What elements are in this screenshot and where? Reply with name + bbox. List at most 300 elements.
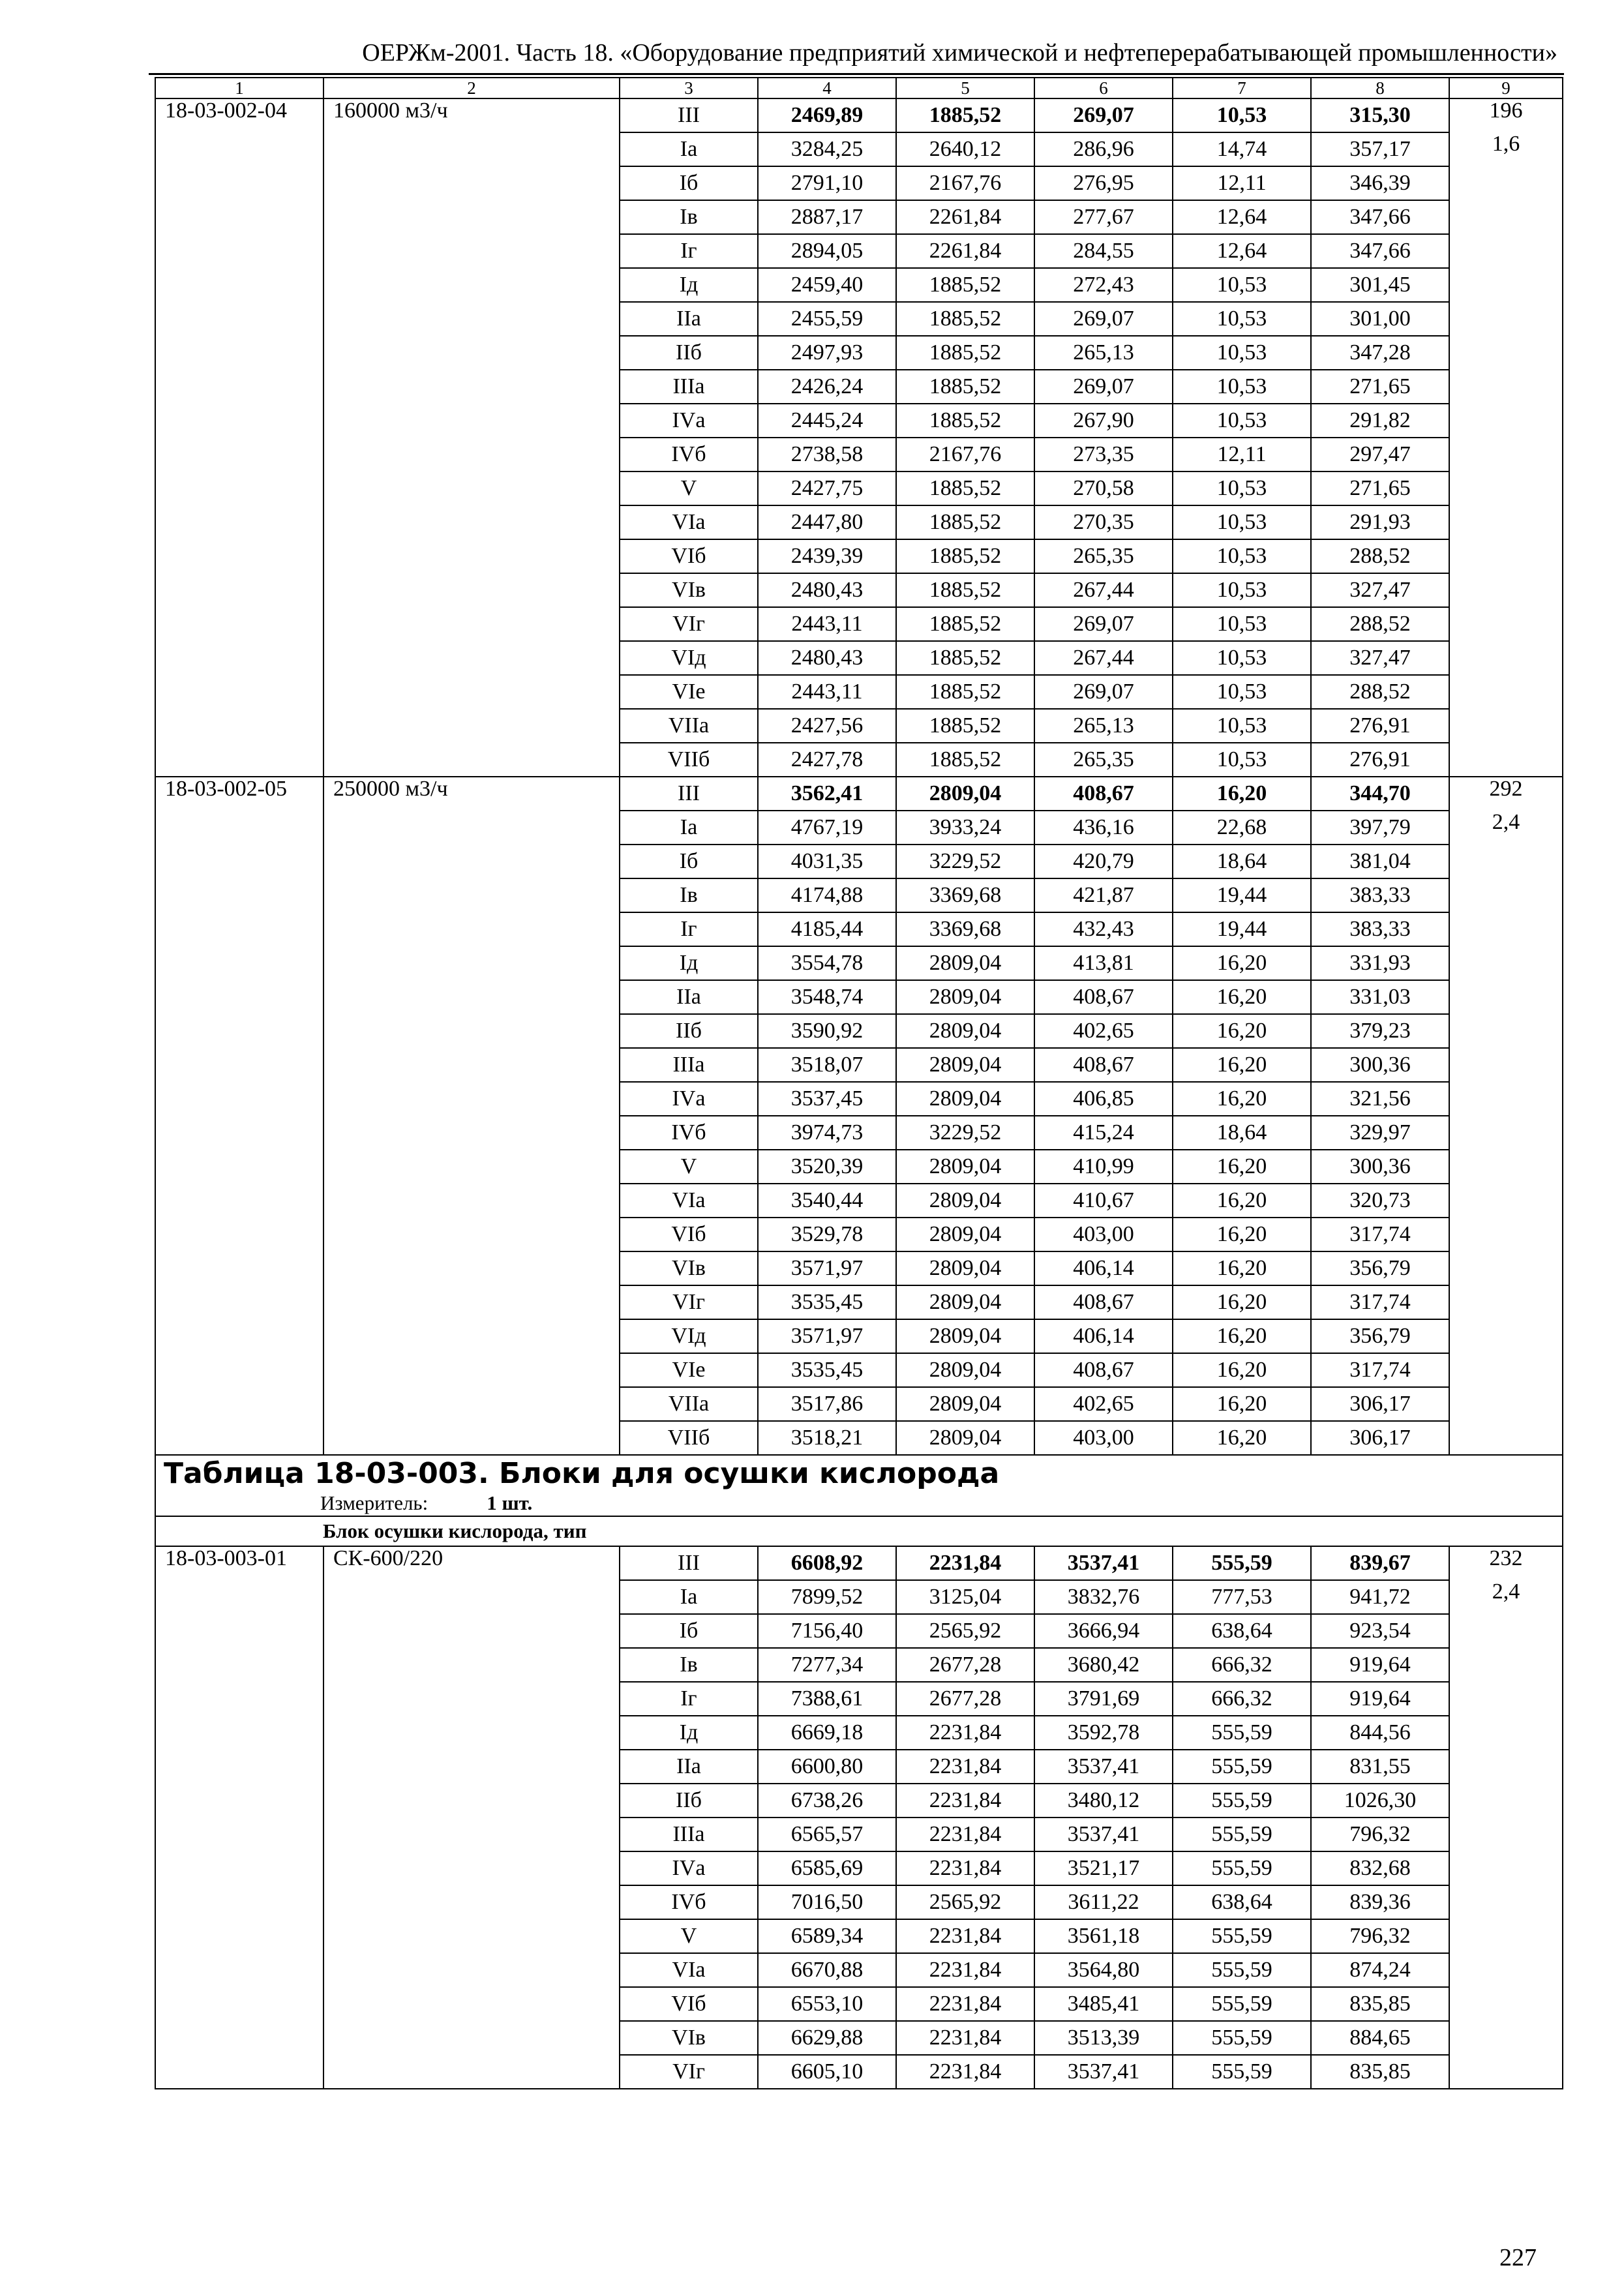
page-number: 227 [1499,2244,1537,2271]
value-cell: 3540,44 [758,1184,896,1218]
col9-cell: 2,4 [1449,811,1563,845]
col9-cell [1449,1048,1563,1082]
value-cell: 4767,19 [758,811,896,845]
zone-cell: Iв [620,878,758,912]
row-name [323,268,620,302]
value-cell: 7899,52 [758,1580,896,1614]
value-cell: 7388,61 [758,1682,896,1716]
table-row [155,675,1563,709]
value-cell: 19,44 [1173,878,1311,912]
value-cell: 288,52 [1311,607,1449,641]
value-cell: 6669,18 [758,1716,896,1750]
value-cell: 2480,43 [758,641,896,675]
value-cell: 297,47 [1311,438,1449,471]
value-cell: 383,33 [1311,878,1449,912]
value-cell: 2231,84 [896,1784,1034,1818]
table-row [155,641,1563,675]
row-name [323,438,620,471]
table-row [155,370,1563,404]
table-row [155,1885,1563,1919]
table-row [155,1421,1563,1455]
zone-cell: IVб [620,1116,758,1150]
value-cell: 3680,42 [1034,1648,1173,1682]
table-row [155,1150,1563,1184]
row-name: 250000 м3/ч [323,777,620,811]
table-18-03-002-body [155,78,1563,1455]
value-cell: 884,65 [1311,2021,1449,2055]
row-code [155,539,323,573]
column-number: 2 [323,78,620,98]
row-name [323,1784,620,1818]
value-cell: 277,67 [1034,200,1173,234]
value-cell: 276,91 [1311,709,1449,743]
col9-cell [1449,1716,1563,1750]
table-row [155,1387,1563,1421]
table-row [155,777,1563,811]
value-cell: 10,53 [1173,268,1311,302]
value-cell: 2809,04 [896,1150,1034,1184]
table-row [155,980,1563,1014]
value-cell: 6608,92 [758,1546,896,1580]
row-code [155,1082,323,1116]
value-cell: 288,52 [1311,675,1449,709]
value-cell: 3554,78 [758,946,896,980]
row-code [155,1716,323,1750]
value-cell: 267,90 [1034,404,1173,438]
value-cell: 14,74 [1173,132,1311,166]
value-cell: 3537,45 [758,1082,896,1116]
table-row [155,1750,1563,1784]
zone-cell: IIа [620,302,758,336]
value-cell: 919,64 [1311,1648,1449,1682]
value-cell: 273,35 [1034,438,1173,471]
value-cell: 413,81 [1034,946,1173,980]
value-cell: 317,74 [1311,1353,1449,1387]
value-cell: 638,64 [1173,1885,1311,1919]
table-row [155,438,1563,471]
zone-cell: VIд [620,1319,758,1353]
row-name [323,607,620,641]
value-cell: 4185,44 [758,912,896,946]
zone-cell: VIв [620,573,758,607]
value-cell: 2427,75 [758,471,896,505]
value-cell: 1885,52 [896,641,1034,675]
value-cell: 555,59 [1173,1716,1311,1750]
col9-cell [1449,1218,1563,1251]
value-cell: 2809,04 [896,946,1034,980]
row-name [323,1851,620,1885]
value-cell: 3535,45 [758,1353,896,1387]
value-cell: 7016,50 [758,1885,896,1919]
value-cell: 315,30 [1311,98,1449,132]
col9-cell [1449,2021,1563,2055]
value-cell: 3666,94 [1034,1614,1173,1648]
row-code [155,471,323,505]
table-row [155,2021,1563,2055]
column-number-row [155,78,1563,98]
zone-cell: VIа [620,505,758,539]
value-cell: 379,23 [1311,1014,1449,1048]
value-cell: 3537,41 [1034,1818,1173,1851]
zone-cell: III [620,98,758,132]
col9-cell [1449,573,1563,607]
row-name [323,200,620,234]
col9-cell [1449,1919,1563,1953]
value-cell: 265,13 [1034,336,1173,370]
value-cell: 3562,41 [758,777,896,811]
col9-cell [1449,912,1563,946]
col9-cell: 232 [1449,1546,1563,1580]
value-cell: 12,64 [1173,234,1311,268]
value-cell: 3517,86 [758,1387,896,1421]
row-name: СК-600/220 [323,1546,620,1580]
row-code [155,1218,323,1251]
value-cell: 267,44 [1034,641,1173,675]
zone-cell: Iб [620,166,758,200]
value-cell: 2738,58 [758,438,896,471]
column-number: 1 [155,78,323,98]
value-cell: 10,53 [1173,675,1311,709]
table-row [155,505,1563,539]
value-cell: 402,65 [1034,1387,1173,1421]
zone-cell: VIд [620,641,758,675]
value-cell: 3564,80 [1034,1953,1173,1987]
row-code [155,336,323,370]
row-name [323,505,620,539]
row-name [323,1716,620,1750]
zone-cell: VIе [620,1353,758,1387]
value-cell: 923,54 [1311,1614,1449,1648]
zone-cell: III [620,777,758,811]
col9-cell [1449,1387,1563,1421]
value-cell: 555,59 [1173,2021,1311,2055]
zone-cell: VIг [620,607,758,641]
column-number: 8 [1311,78,1449,98]
zone-cell: IVа [620,1082,758,1116]
value-cell: 270,58 [1034,471,1173,505]
col9-cell [1449,845,1563,878]
zone-cell: Iд [620,946,758,980]
row-code [155,1784,323,1818]
row-name [323,1116,620,1150]
value-cell: 874,24 [1311,1953,1449,1987]
table-row [155,1184,1563,1218]
col9-cell [1449,1885,1563,1919]
col9-cell [1449,675,1563,709]
row-code [155,1987,323,2021]
value-cell: 2809,04 [896,1082,1034,1116]
col9-cell [1449,166,1563,200]
value-cell: 3561,18 [1034,1919,1173,1953]
value-cell: 2677,28 [896,1682,1034,1716]
value-cell: 10,53 [1173,404,1311,438]
value-cell: 269,07 [1034,370,1173,404]
row-name [323,336,620,370]
measure-label: Измеритель: [320,1491,429,1514]
zone-cell: Iа [620,132,758,166]
value-cell: 300,36 [1311,1150,1449,1184]
row-name [323,1648,620,1682]
value-cell: 835,85 [1311,1987,1449,2021]
value-cell: 1885,52 [896,98,1034,132]
row-code [155,1319,323,1353]
table-row [155,1319,1563,1353]
table-row [155,1353,1563,1387]
value-cell: 666,32 [1173,1682,1311,1716]
value-cell: 919,64 [1311,1682,1449,1716]
value-cell: 16,20 [1173,1218,1311,1251]
value-cell: 286,96 [1034,132,1173,166]
col9-cell [1449,1614,1563,1648]
col9-cell [1449,2055,1563,2089]
value-cell: 16,20 [1173,946,1311,980]
table-row [155,200,1563,234]
value-cell: 2261,84 [896,200,1034,234]
col9-cell [1449,1353,1563,1387]
value-cell: 2565,92 [896,1614,1034,1648]
zone-cell: IIа [620,1750,758,1784]
value-cell: 10,53 [1173,471,1311,505]
row-code: 18-03-002-05 [155,777,323,811]
value-cell: 301,00 [1311,302,1449,336]
col9-cell [1449,1014,1563,1048]
value-cell: 2455,59 [758,302,896,336]
zone-cell: VIIа [620,1387,758,1421]
value-cell: 10,53 [1173,607,1311,641]
col9-cell [1449,370,1563,404]
value-cell: 3125,04 [896,1580,1034,1614]
value-cell: 10,53 [1173,336,1311,370]
table-title-cell [155,1455,1563,1516]
row-code [155,1014,323,1048]
row-code [155,1048,323,1082]
value-cell: 3369,68 [896,878,1034,912]
value-cell: 555,59 [1173,2055,1311,2089]
row-name [323,811,620,845]
value-cell: 415,24 [1034,1116,1173,1150]
row-code [155,1919,323,1953]
measure-value: 1 шт. [487,1491,533,1514]
zone-cell: VIг [620,1285,758,1319]
table-row [155,539,1563,573]
value-cell: 2443,11 [758,675,896,709]
column-number: 5 [896,78,1034,98]
value-cell: 16,20 [1173,1184,1311,1218]
value-cell: 10,53 [1173,370,1311,404]
row-code [155,268,323,302]
zone-cell: VIе [620,675,758,709]
zone-cell: VIб [620,1987,758,2021]
value-cell: 16,20 [1173,1319,1311,1353]
value-cell: 16,20 [1173,1285,1311,1319]
value-cell: 16,20 [1173,1082,1311,1116]
zone-cell: Iг [620,234,758,268]
value-cell: 265,35 [1034,743,1173,777]
value-cell: 2231,84 [896,2055,1034,2089]
row-code [155,1885,323,1919]
row-code [155,1614,323,1648]
row-code [155,1750,323,1784]
zone-cell: VIв [620,2021,758,2055]
value-cell: 18,64 [1173,1116,1311,1150]
value-cell: 2894,05 [758,234,896,268]
value-cell: 2231,84 [896,1546,1034,1580]
row-name [323,1818,620,1851]
col9-cell [1449,336,1563,370]
col9-cell: 292 [1449,777,1563,811]
value-cell: 2459,40 [758,268,896,302]
value-cell: 408,67 [1034,1048,1173,1082]
value-cell: 271,65 [1311,471,1449,505]
row-name [323,912,620,946]
value-cell: 276,95 [1034,166,1173,200]
col9-cell [1449,946,1563,980]
value-cell: 347,66 [1311,234,1449,268]
col9-cell: 196 [1449,98,1563,132]
table-row [155,98,1563,132]
value-cell: 347,28 [1311,336,1449,370]
value-cell: 317,74 [1311,1218,1449,1251]
value-cell: 4174,88 [758,878,896,912]
row-code [155,1150,323,1184]
col9-cell [1449,1082,1563,1116]
value-cell: 16,20 [1173,1150,1311,1184]
value-cell: 408,67 [1034,777,1173,811]
value-cell: 284,55 [1034,234,1173,268]
value-cell: 2426,24 [758,370,896,404]
row-name [323,573,620,607]
zone-cell: IIа [620,980,758,1014]
zone-cell: Iв [620,200,758,234]
row-code [155,1387,323,1421]
value-cell: 1885,52 [896,709,1034,743]
value-cell: 555,59 [1173,1750,1311,1784]
value-cell: 269,07 [1034,607,1173,641]
value-cell: 1885,52 [896,607,1034,641]
value-cell: 844,56 [1311,1716,1449,1750]
zone-cell: IIIа [620,1048,758,1082]
row-name [323,878,620,912]
row-code [155,1421,323,1455]
value-cell: 2231,84 [896,1953,1034,1987]
zone-cell: Iг [620,1682,758,1716]
value-cell: 436,16 [1034,811,1173,845]
zone-cell: V [620,471,758,505]
zone-cell: Iд [620,268,758,302]
value-cell: 2565,92 [896,1885,1034,1919]
table-row [155,471,1563,505]
col9-cell [1449,1421,1563,1455]
value-cell: 2231,84 [896,1851,1034,1885]
value-cell: 941,72 [1311,1580,1449,1614]
value-cell: 1885,52 [896,336,1034,370]
table-row [155,1784,1563,1818]
col9-cell [1449,1953,1563,1987]
measure-line [320,1492,1562,1514]
value-cell: 300,36 [1311,1048,1449,1082]
row-code [155,743,323,777]
value-cell: 555,59 [1173,1851,1311,1885]
value-cell: 4031,35 [758,845,896,878]
value-cell: 270,35 [1034,505,1173,539]
value-cell: 3832,76 [1034,1580,1173,1614]
row-name [323,1184,620,1218]
value-cell: 2469,89 [758,98,896,132]
col9-cell [1449,302,1563,336]
row-code [155,709,323,743]
value-cell: 2809,04 [896,1251,1034,1285]
value-cell: 2231,84 [896,1818,1034,1851]
value-cell: 555,59 [1173,1546,1311,1580]
table-row [155,336,1563,370]
row-code [155,1580,323,1614]
table-title: Таблица 18-03-003. Блоки для осушки кислорода [164,1457,1000,1490]
zone-cell: IVа [620,1851,758,1885]
value-cell: 555,59 [1173,1784,1311,1818]
col9-cell [1449,438,1563,471]
col9-cell [1449,471,1563,505]
row-name [323,539,620,573]
row-code [155,1353,323,1387]
value-cell: 306,17 [1311,1387,1449,1421]
row-name [323,845,620,878]
row-name [323,1285,620,1319]
zone-cell: Iг [620,912,758,946]
col9-cell [1449,1285,1563,1319]
value-cell: 2809,04 [896,1218,1034,1251]
value-cell: 3611,22 [1034,1885,1173,1919]
zone-cell: VIа [620,1184,758,1218]
value-cell: 331,93 [1311,946,1449,980]
col9-cell [1449,1251,1563,1285]
value-cell: 835,85 [1311,2055,1449,2089]
zone-cell: Iб [620,1614,758,1648]
value-cell: 3521,17 [1034,1851,1173,1885]
value-cell: 2809,04 [896,1184,1034,1218]
row-code [155,1116,323,1150]
value-cell: 3229,52 [896,1116,1034,1150]
value-cell: 3369,68 [896,912,1034,946]
zone-cell: Iб [620,845,758,878]
row-name [323,1251,620,1285]
table-row [155,709,1563,743]
zone-cell: VIа [620,1953,758,1987]
value-cell: 3535,45 [758,1285,896,1319]
col9-cell [1449,200,1563,234]
table-row [155,1716,1563,1750]
zone-cell: IIб [620,1014,758,1048]
value-cell: 344,70 [1311,777,1449,811]
value-cell: 269,07 [1034,675,1173,709]
row-name [323,743,620,777]
row-code [155,200,323,234]
value-cell: 10,53 [1173,302,1311,336]
value-cell: 2231,84 [896,1716,1034,1750]
row-code [155,505,323,539]
value-cell: 408,67 [1034,1285,1173,1319]
value-cell: 19,44 [1173,912,1311,946]
value-cell: 7277,34 [758,1648,896,1682]
row-code [155,1953,323,1987]
value-cell: 346,39 [1311,166,1449,200]
value-cell: 2480,43 [758,573,896,607]
value-cell: 329,97 [1311,1116,1449,1150]
value-cell: 2809,04 [896,1387,1034,1421]
row-code [155,234,323,268]
zone-cell: V [620,1919,758,1953]
value-cell: 1885,52 [896,675,1034,709]
row-name [323,166,620,200]
